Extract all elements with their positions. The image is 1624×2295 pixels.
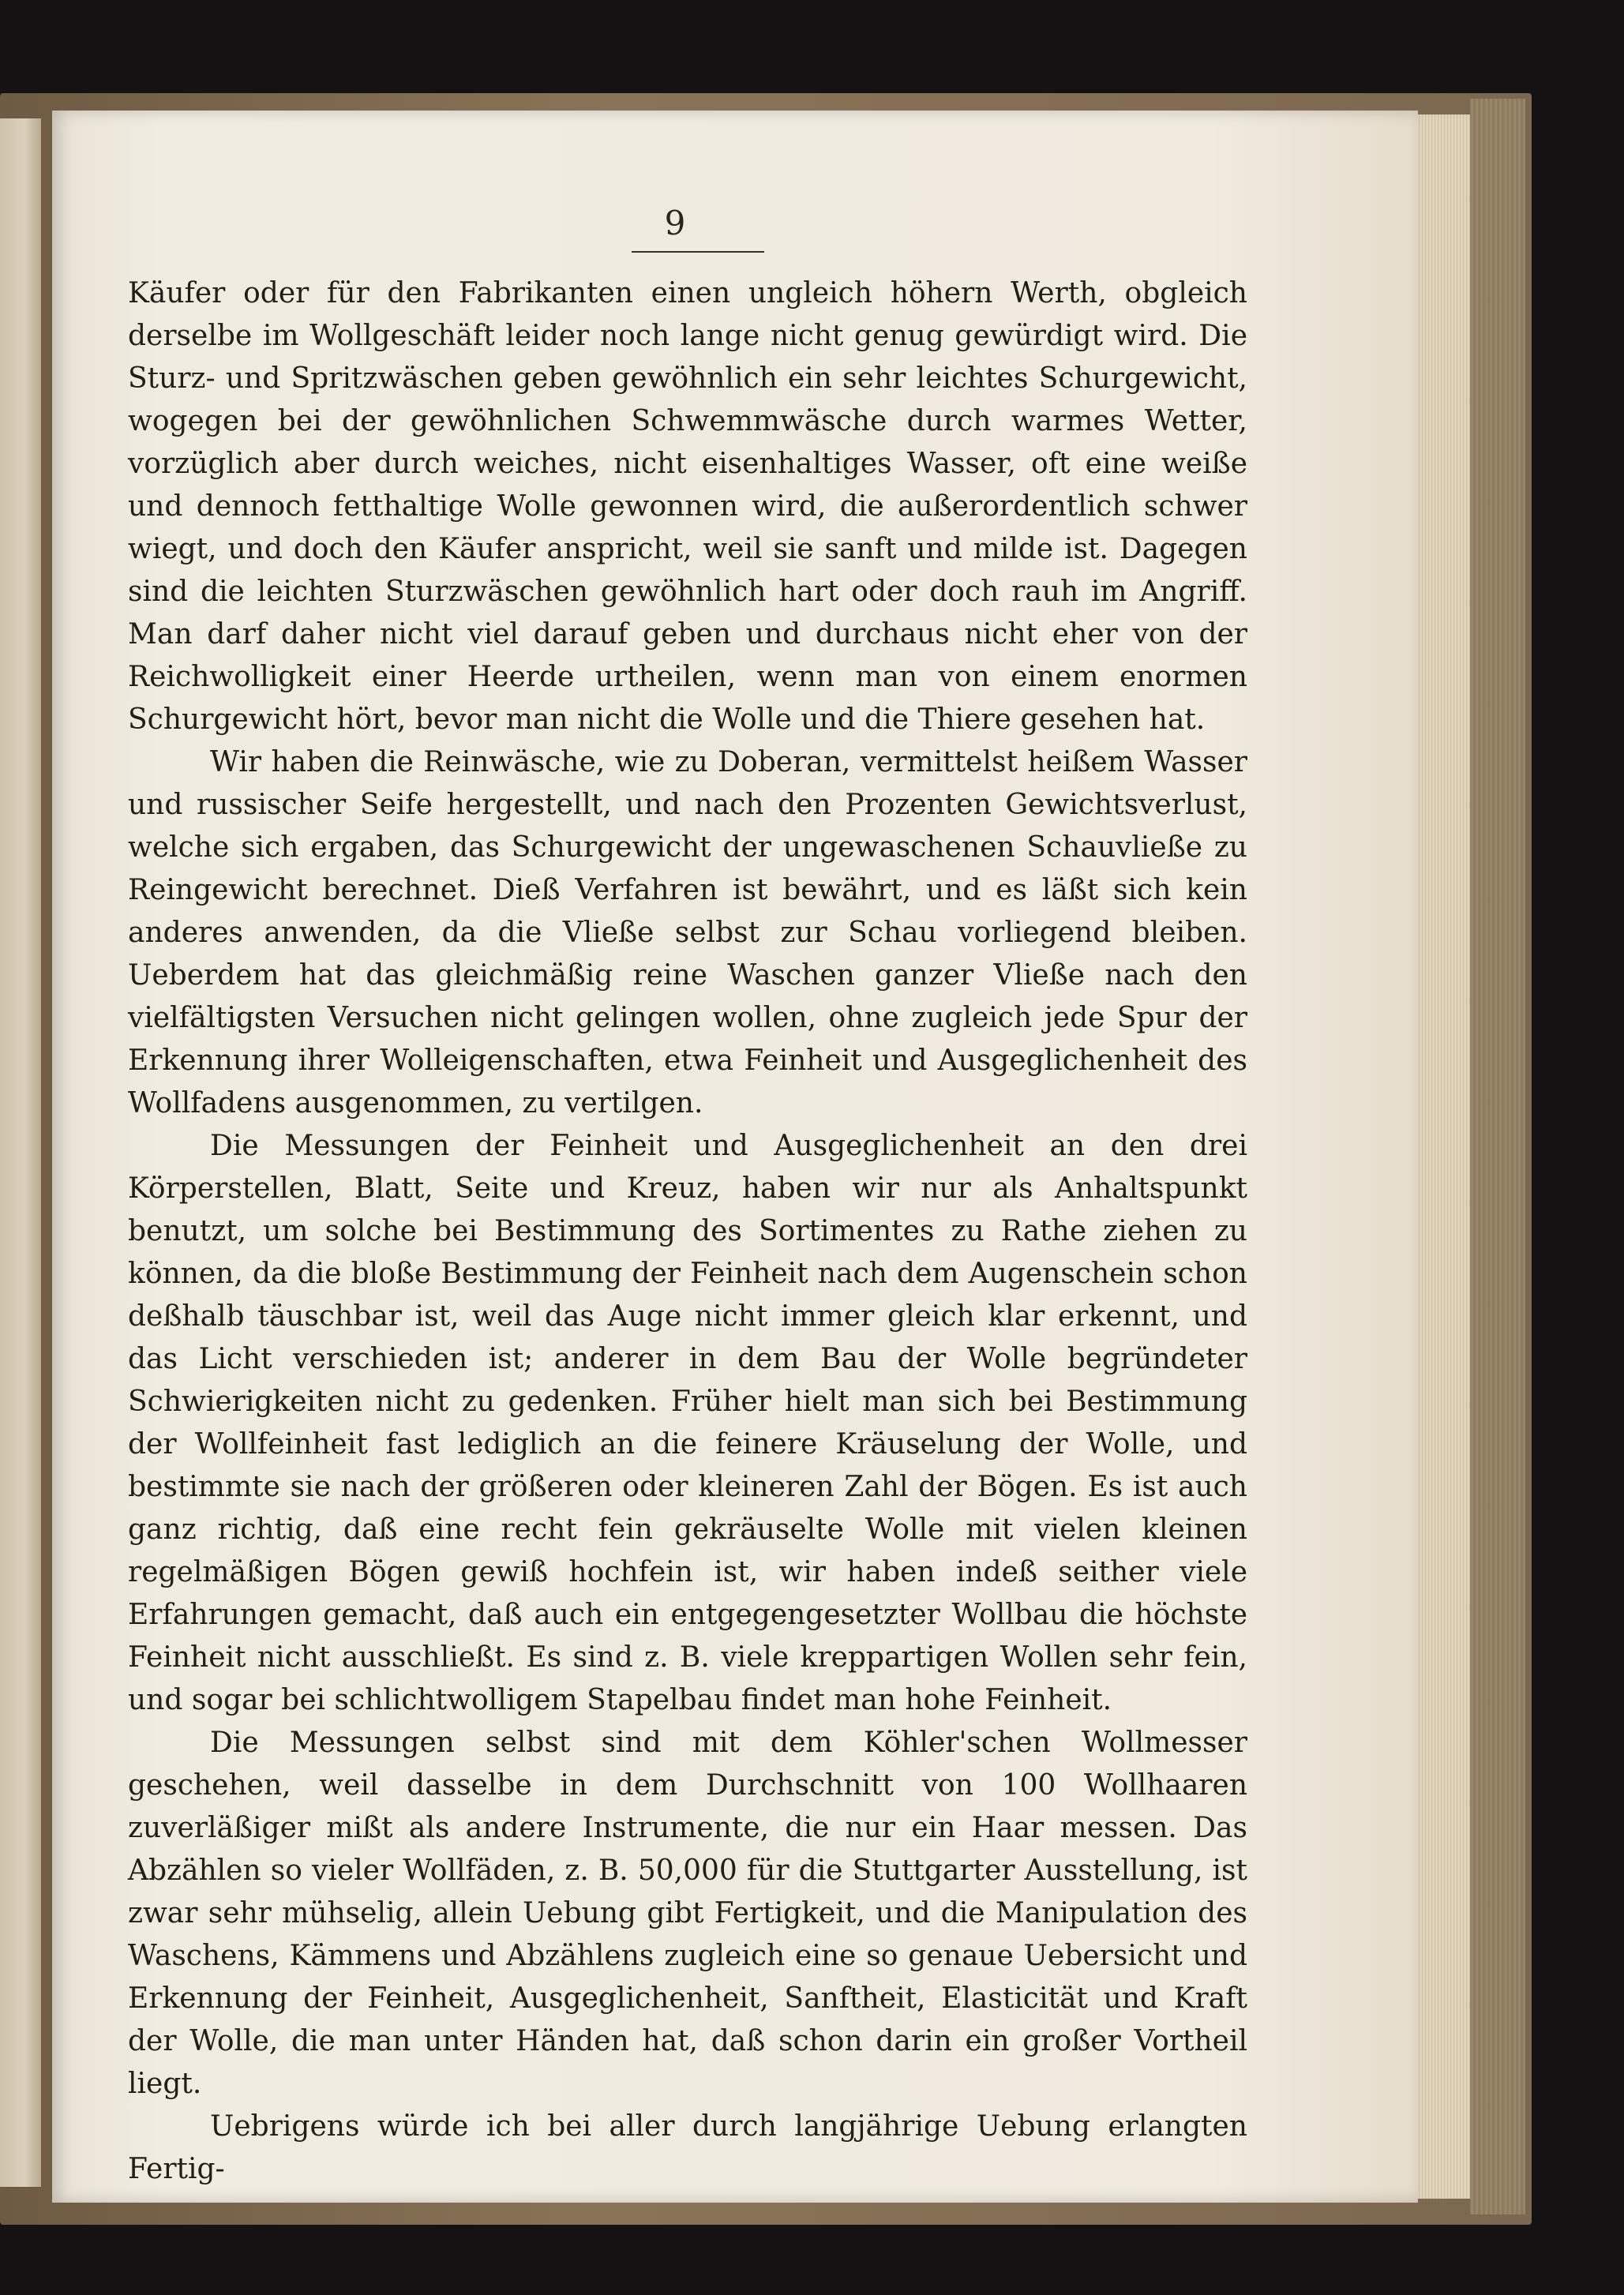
paragraph-1: Käufer oder für den Fabrikanten einen ungleich höhern Werth, obgleich derselbe im Wollgeschäft leider noch lange nicht genug gewürdigt wird. Die Sturz- und Spritzwäschen geben gewöhnlich ein sehr leichtes Schurgewicht, wogegen bei der gewöhnlichen Schwemmwäsche durch warmes Wetter, vorzüglich aber durch weiches, nicht eisenhaltiges Wasser, oft eine weiße und dennoch fetthaltige Wolle gewonnen wird, die außerordentlich schwer wiegt, und doch den Käufer anspricht, weil sie sanft und milde ist. Dagegen sind die leichten Sturzwäschen gewöhnlich hart oder doch rauh im Angriff. Man darf daher nicht viel darauf geben und durchaus nicht eher von der Reichwolligkeit einer Heerde urtheilen, wenn man von einem enormen Schurgewicht hört, bevor man nicht die Wolle und die Thiere gesehen hat. <box>128 277 1247 736</box>
header-rule <box>632 251 764 253</box>
body-text <box>128 272 1247 2191</box>
page-stack-edges <box>1413 114 1470 2199</box>
left-page-edge <box>0 118 41 2187</box>
paragraph-3: Die Messungen der Feinheit und Ausgeglichenheit an den drei Körperstellen, Blatt, Seite und Kreuz, haben wir nur als Anhaltspunkt benutzt, um solche bei Bestimmung des Sortimentes zu Rathe ziehen zu können, da die bloße Bestimmung der Feinheit nach dem Augenschein schon deßhalb täuschbar ist, weil das Auge nicht immer gleich klar erkennt, und das Licht verschieden ist; anderer in dem Bau der Wolle begründeter Schwierigkeiten nicht zu gedenken. Früher hielt man sich bei Bestimmung der Wollfeinheit fast lediglich an die feinere Kräuselung der Wolle, und bestimmte sie nach der größeren oder kleineren Zahl der Bögen. Es ist auch ganz richtig, daß eine recht fein gekräuselte Wolle mit vielen kleinen regelmäßigen Bögen gewiß hochfein ist, wir haben indeß seither viele Erfahrungen gemacht, daß auch ein entgegengesetzter Wollbau die höchste Feinheit nicht ausschließt. Es sind z. B. viele kreppartigen Wollen sehr fein, und sogar bei schlichtwolligem Stapelbau findet man hohe Feinheit. <box>128 1130 1247 1716</box>
paragraph-5: Uebrigens würde ich bei aller durch langjährige Uebung erlangten Fertig- <box>128 2110 1247 2185</box>
paragraph-4: Die Messungen selbst sind mit dem Köhler'schen Wollmesser geschehen, weil dasselbe in dem Durchschnitt von 100 Wollhaaren zuverläßiger mißt als andere Instrumente, die nur ein Haar messen. Das Abzählen so vieler Wollfäden, z. B. 50,000 für die Stuttgarter Ausstellung, ist zwar sehr mühselig, allein Uebung gibt Fertigkeit, und die Manipulation des Waschens, Kämmens und Abzählens zugleich eine so genaue Uebersicht und Erkennung der Feinheit, Ausgeglichenheit, Sanftheit, Elasticität und Kraft der Wolle, die man unter Händen hat, daß schon darin ein großer Vortheil liegt. <box>128 1727 1247 2100</box>
book-cover-spine-edge <box>1470 99 1525 2214</box>
paragraph-2: Wir haben die Reinwäsche, wie zu Doberan, vermittelst heißem Wasser und russischer Seife hergestellt, und nach den Prozenten Gewichtsverlust, welche sich ergaben, das Schurgewicht der ungewaschenen Schauvließe zu Reingewicht berechnet. Dieß Verfahren ist bewährt, und es läßt sich kein anderes anwenden, da die Vließe selbst zur Schau vorliegend bleiben. Ueberdem hat das gleichmäßig reine Waschen ganzer Vließe nach den vielfältigsten Versuchen nicht gelingen wollen, ohne zugleich jede Spur der Erkennung ihrer Wolleigenschaften, etwa Feinheit und Ausgeglichenheit des Wollfadens ausgenommen, zu vertilgen. <box>128 746 1247 1119</box>
page-number: 9 <box>664 204 686 242</box>
